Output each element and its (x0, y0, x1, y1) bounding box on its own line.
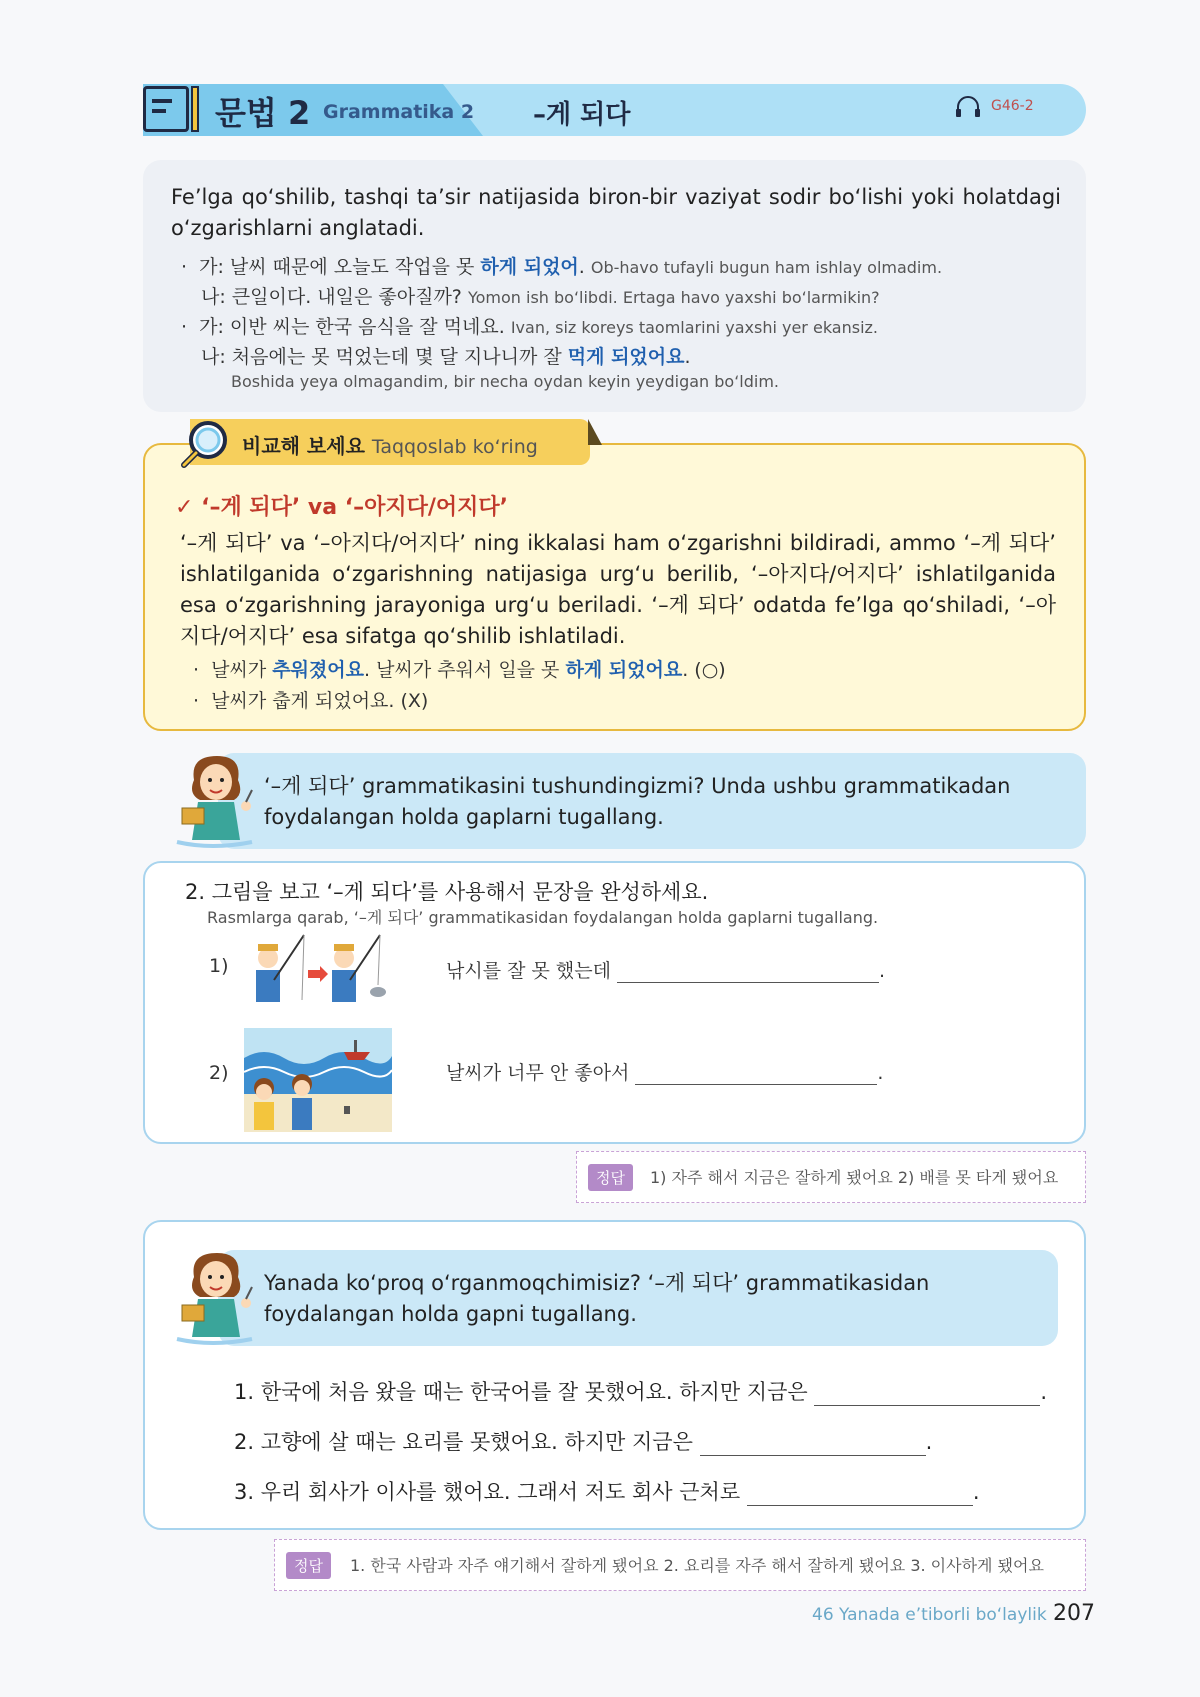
teacher-prompt (218, 753, 1086, 849)
page-number: 207 (1053, 1601, 1095, 1626)
exercise-sentence: 낚시를 잘 못 했는데 . (446, 960, 886, 982)
exercise-subtitle: Rasmlarga qarab, ‘–게 되다’ grammatikasidan foydalangan holda gaplarni tugallang. (207, 908, 879, 927)
example-line: 나: 큰일이다. 내일은 좋아질까? Yomon ish bo‘libdi. Ertaga havo yaxshi bo‘larmikin? (201, 286, 880, 308)
answer-box (274, 1539, 1086, 1591)
check-icon: ✓ (175, 495, 194, 520)
compare-text: ‘–게 되다’ va ‘–아지다/어지다’ ning ikkalasi ham o‘zgarishni bildiradi, ammo ‘–게 되다’ ishlatilganida o‘zgarishning natijasiga urg‘u berilib, ‘–아지다/어지다’ ishlatilganida esa o‘zgarishning jarayoniga urg‘u beriladi. ‘–게 되다’ odatda fe’lga qo‘shiladi, ‘–아지다/어지다’ esa sifatga qo‘shilib ishlatiladi. (180, 531, 1056, 648)
practice-question: 1. 한국에 처음 왔을 때는 한국어를 잘 못했어요. 하지만 지금은 . (234, 1380, 1048, 1404)
exercise-number: 1) (209, 955, 229, 977)
section-title: 문법 2 (215, 94, 311, 132)
magnifier-icon (178, 418, 230, 470)
example-translation: Boshida yeya olmagandim, bir necha oydan keyin yeydigan bo‘ldim. (231, 372, 780, 391)
practice-question: 2. 고향에 살 때는 요리를 못했어요. 하지만 지금은 . (234, 1430, 933, 1454)
pencil-icon (191, 86, 199, 132)
answer-badge: 정답 (588, 1164, 633, 1191)
practice-question: 3. 우리 회사가 이사를 했어요. 그래서 저도 회사 근처로 . (234, 1480, 980, 1504)
answer-blank[interactable] (635, 1064, 877, 1085)
answer-blank[interactable] (814, 1385, 1040, 1406)
answer-blank[interactable] (747, 1485, 973, 1506)
grammar-description (143, 160, 1086, 412)
audio-track[interactable] (991, 98, 1034, 114)
answer-blank[interactable] (700, 1435, 926, 1456)
prompt-text: Yanada ko‘proq o‘rganmoqchimisiz? ‘–게 되다’ grammatikasidan foydalangan holda gapni tugallang. (264, 1271, 930, 1326)
audio-track-label: G46-2 (991, 98, 1034, 114)
compare-tab-label: 비교해 보세요 Taqqoslab ko‘ring (242, 434, 538, 458)
section-header (143, 84, 1086, 136)
description-text: Fe’lga qo‘shilib, tashqi ta’sir natijasida biron-bir vaziyat sodir bo‘lishi yoki holatdagi o‘zgarishlarni anglatadi. (171, 185, 1061, 240)
chapter-footer: 46 Yanada e’tiborli bo‘laylik (812, 1605, 1047, 1625)
compare-tab-notch (588, 419, 602, 445)
notebook-icon (143, 86, 189, 132)
example-line: · 가: 날씨 때문에 오늘도 작업을 못 하게 되었어. Ob-havo tufayli bugun ham ishlay olmadim. (181, 256, 943, 278)
example-line: 나: 처음에는 못 먹었는데 몇 달 지나니까 잘 먹게 되었어요. (201, 346, 691, 368)
answer-text: 1) 자주 해서 지금은 잘하게 됐어요 2) 배를 못 타게 됐어요 (650, 1168, 1059, 1187)
teacher-avatar (172, 750, 267, 850)
compare-example: · 날씨가 추워졌어요. 날씨가 추워서 일을 못 하게 되었어요. (○) (193, 659, 726, 681)
compare-example: · 날씨가 춥게 되었어요. (X) (193, 690, 429, 712)
exercise-number: 2) (209, 1062, 229, 1084)
answer-box (576, 1151, 1086, 1203)
prompt-text: ‘–게 되다’ grammatikasini tushundingizmi? Unda ushbu grammatikadan foydalangan holda gaplarni tugallang. (264, 774, 1011, 829)
fishing-picture (244, 930, 392, 1012)
answer-blank[interactable] (617, 962, 879, 983)
compare-heading: ✓ ‘–게 되다’ va ‘–아지다/어지다’ (175, 495, 509, 520)
example-line: · 가: 이반 씨는 한국 음식을 잘 먹네요. Ivan, siz koreys taomlarini yaxshi yer ekansiz. (181, 316, 879, 338)
exercise-sentence: 날씨가 너무 안 좋아서 . (446, 1062, 884, 1084)
headphones-icon (955, 96, 981, 118)
stormy-sea-picture (244, 1028, 392, 1132)
exercise-title: 2. 그림을 보고 ‘–게 되다’를 사용해서 문장을 완성하세요. (185, 880, 709, 904)
teacher-prompt (218, 1250, 1058, 1346)
grammar-topic: –게 되다 (533, 100, 631, 130)
answer-text: 1. 한국 사람과 자주 얘기해서 잘하게 됐어요 2. 요리를 자주 해서 잘하게 됐어요 3. 이사하게 됐어요 (350, 1556, 1044, 1575)
teacher-avatar (172, 1247, 267, 1347)
answer-badge: 정답 (286, 1552, 331, 1579)
section-subtitle: Grammatika 2 (323, 101, 475, 123)
